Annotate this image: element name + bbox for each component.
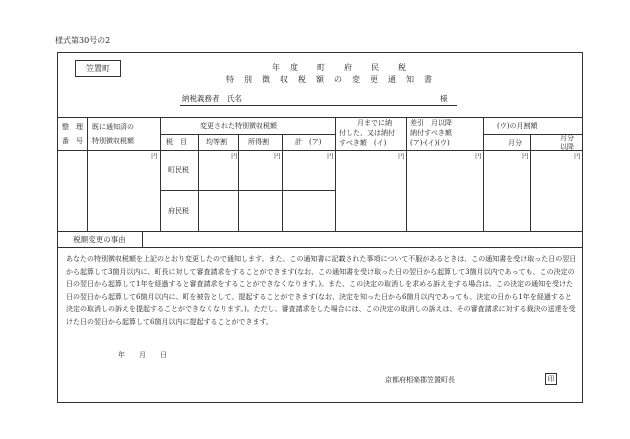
- header-nofu-2: 付した、又は納付: [339, 129, 395, 137]
- header-kei: 計 (ア): [295, 138, 322, 146]
- unit-kei: 円: [327, 152, 334, 160]
- header-bango: 番 号: [62, 137, 83, 145]
- unit-nofu: 円: [398, 152, 405, 160]
- row-fumin: 府民税: [168, 207, 189, 215]
- header-kintou: 均等割: [206, 138, 227, 146]
- notice-text: あなたの特別徴収税額を上記のとおり変更したので通知します。また、この通知書に記載された事項について不服があるときは、この通知書を受け取った日の翌日から起算して3箇月以内に、町長に対して審査請求をすることができます(なお、この通知書を受け取った日の翌日から起算して3箇月以内であっても、この決定の日の翌日から起算して1年を経過すると審査請求をすることができなくなります。)。また、この決定の取消しを求める訴えをする場合は、この決定の通知を受けた日の翌日から起算して6箇月以内に、町を被告として、提起することができます(なお、決定を知った日から6箇月以内であっても、決定の日から1年を経過すると決定の取消しの訴えを提起することができなくなります。)。ただし、審査請求をした場合には、この決定の取消しの訴えは、その審査請求に対する裁決の送達を受けた日の翌日から起算して6箇月以内に提起することができます。: [66, 255, 577, 326]
- header-nofu-3: すべき額 (イ): [339, 139, 387, 147]
- header-nofu-1: 月までに納: [357, 119, 392, 127]
- unit-tsukibun: 円: [522, 152, 529, 160]
- payer-label: 納税義務者 氏名: [182, 94, 242, 103]
- header-kitsuchi-1: 既に通知済の: [92, 123, 134, 131]
- header-tsukibun: 月分: [508, 139, 522, 147]
- mayor-signature: 京都府相楽郡笠置町長: [385, 376, 455, 384]
- unit-tsukibun-ikou: 円: [574, 152, 581, 160]
- header-sabiki-2: 納付すべき額: [410, 129, 452, 137]
- reason-label: 税額変更の事由: [73, 234, 126, 244]
- header-tsukibun-ikou-2: 以降: [560, 143, 574, 151]
- town-label: 笠置町: [75, 60, 121, 77]
- row-chomin: 町民税: [168, 166, 189, 174]
- unit-kintou: 円: [231, 152, 238, 160]
- seal-mark: 印: [545, 373, 557, 385]
- header-monthly: (ウ)の月割額: [497, 122, 538, 130]
- payer-suffix: 様: [440, 94, 448, 103]
- payer-underline: [180, 105, 457, 106]
- header-sabiki-1: 差引 月以降: [410, 119, 452, 127]
- unit-sabiki: 円: [475, 152, 482, 160]
- header-changed-tax: 変更された特別徴収税額: [200, 122, 277, 130]
- form-number: 様式第30号の2: [55, 36, 111, 45]
- header-kitsuchi-2: 特別徴収税額: [92, 137, 134, 145]
- header-tsukibun-ikou-1: 月分: [560, 134, 574, 142]
- date-line: 年 月 日: [118, 351, 167, 359]
- header-shotoku: 所得割: [248, 138, 269, 146]
- header-zeimoku: 税 目: [166, 138, 187, 146]
- unit-kitsuchi: 円: [151, 152, 158, 160]
- unit-shotoku: 円: [274, 152, 281, 160]
- title-line-2: 特 別 徴 収 税 額 の 変 更 通 知 書: [226, 75, 433, 84]
- header-sabiki-3: (ア)-(イ)(ウ): [410, 139, 450, 147]
- title-line-1: 年 度 町 府 民 税: [272, 63, 407, 72]
- header-seiri: 整 理: [62, 123, 83, 131]
